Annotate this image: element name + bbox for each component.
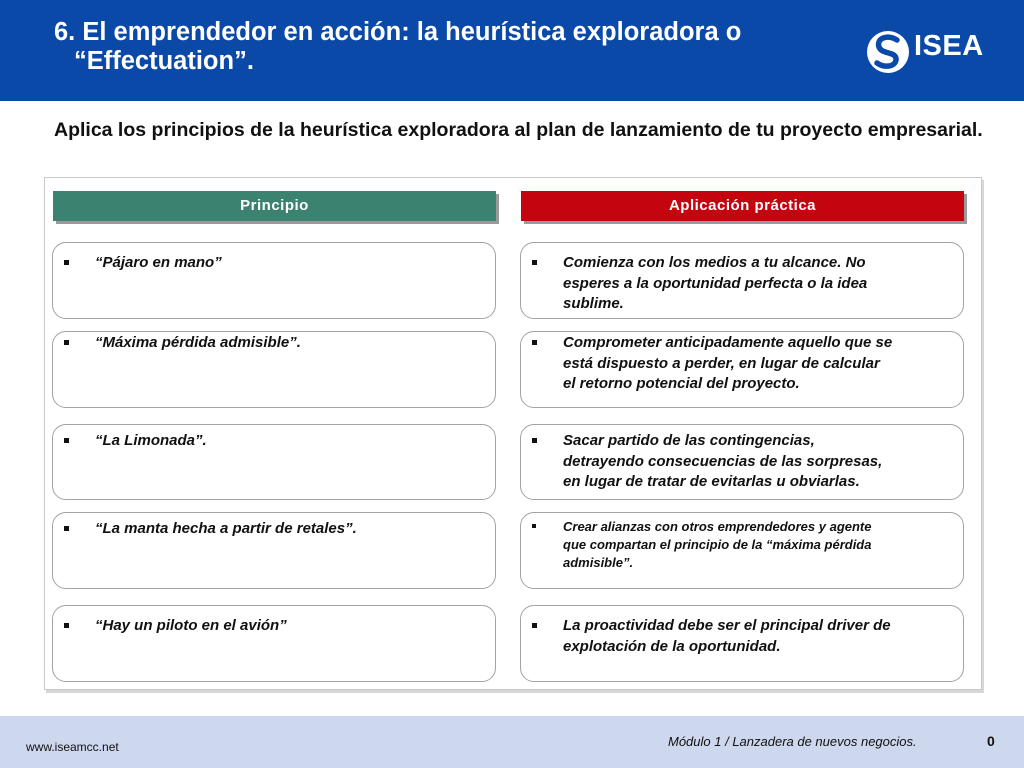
application-1-line-3: sublime. [563, 295, 624, 312]
bullet-icon [64, 340, 69, 345]
principle-column-header: Principio [53, 191, 496, 221]
bullet-icon [64, 260, 69, 265]
bullet-icon [532, 260, 537, 265]
application-1-line-2: esperes a la oportunidad perfecta o la idea [563, 274, 868, 292]
application-5 [563, 616, 891, 657]
application-3-line-1: Sacar partido de las contingencias, [563, 432, 815, 449]
bullet-icon [532, 438, 537, 443]
application-4 [563, 518, 872, 572]
application-4-line-2: que compartan el principio de la “máxima pérdida [563, 537, 872, 552]
bullet-icon [532, 623, 537, 628]
page-number: 0 [987, 733, 995, 749]
application-4-line-1: Crear alianzas con otros emprendedores y agente [563, 519, 872, 534]
bullet-icon [64, 438, 69, 443]
title-line-2: “Effectuation”. [74, 47, 254, 75]
principle-4: “La manta hecha a partir de retales”. [95, 520, 357, 537]
page-title [54, 18, 844, 76]
application-2-line-2: está dispuesto a perder, en lugar de calcular [563, 354, 880, 372]
application-3-line-2: detrayendo consecuencias de las sorpresas, [563, 452, 883, 470]
application-1 [563, 253, 867, 315]
application-column-header: Aplicación práctica [521, 191, 964, 221]
application-5-line-2: explotación de la oportunidad. [563, 637, 781, 655]
application-2-line-3: el retorno potencial del proyecto. [563, 375, 800, 392]
isea-s-logo-icon [866, 28, 910, 76]
application-4-line-3: admisible”. [563, 555, 634, 570]
principle-1: “Pájaro en mano” [95, 254, 222, 271]
application-3-line-3: en lugar de tratar de evitarlas u obviarlas. [563, 473, 860, 490]
principle-2: “Máxima pérdida admisible”. [95, 334, 301, 351]
application-5-line-1: La proactividad debe ser el principal driver de [563, 617, 891, 634]
logo-text: ISEA [914, 30, 984, 62]
subtitle: Aplica los principios de la heurística exploradora al plan de lanzamiento de tu proyecto empresarial. [54, 119, 983, 141]
application-1-line-1: Comienza con los medios a tu alcance. No [563, 254, 866, 271]
bullet-icon [532, 524, 536, 528]
bullet-icon [64, 623, 69, 628]
bullet-icon [64, 526, 69, 531]
principle-3: “La Limonada”. [95, 432, 207, 449]
isea-logo [866, 26, 992, 78]
application-2 [563, 333, 892, 395]
footer-module-label: Módulo 1 / Lanzadera de nuevos negocios. [668, 734, 917, 749]
principle-5: “Hay un piloto en el avión” [95, 617, 287, 634]
application-2-line-1: Comprometer anticipadamente aquello que se [563, 334, 893, 351]
bullet-icon [532, 340, 537, 345]
title-line-1: 6. El emprendedor en acción: la heurística exploradora o [54, 18, 742, 46]
footer-url-link[interactable]: www.iseamcc.net [26, 740, 119, 754]
application-3 [563, 431, 882, 493]
